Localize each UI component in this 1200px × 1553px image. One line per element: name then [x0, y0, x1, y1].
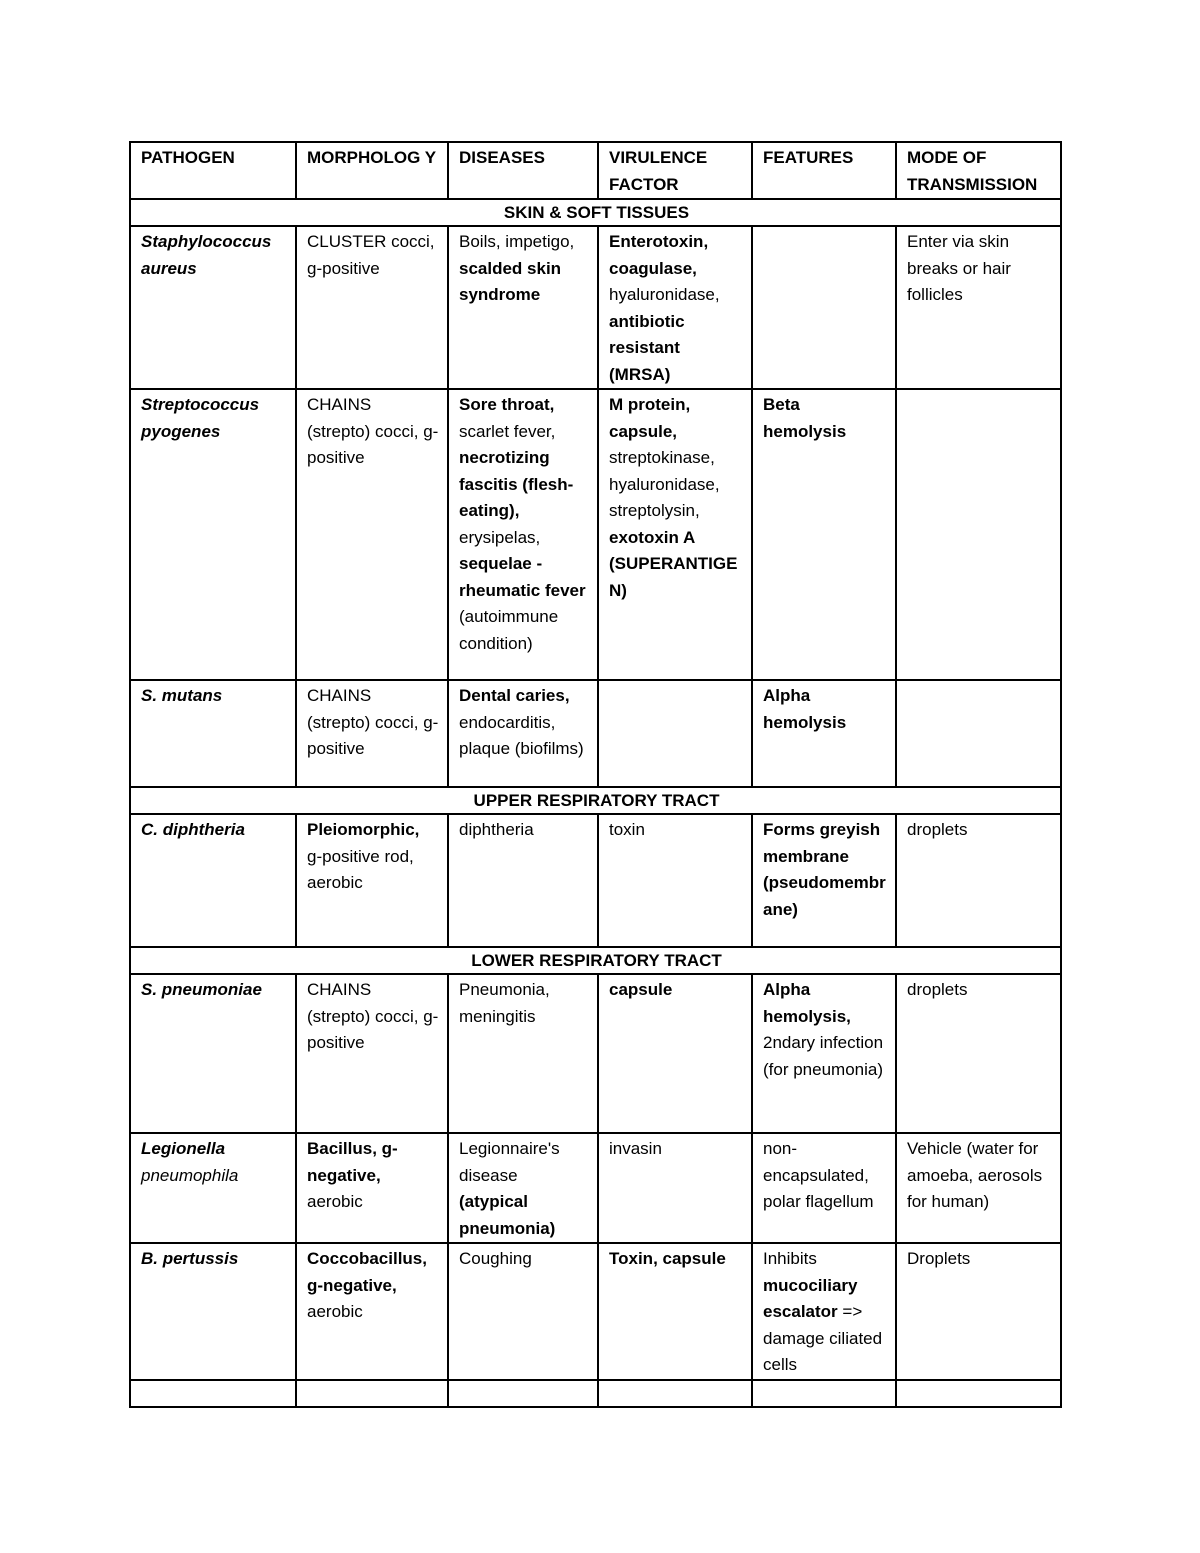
features-cell: non-encapsulated, polar flagellum — [752, 1133, 896, 1243]
section-lower-respiratory-tract: LOWER RESPIRATORY TRACT — [130, 947, 1061, 974]
section-row — [130, 199, 1061, 226]
transmission-cell — [896, 680, 1061, 787]
pathogen-cell: C. diphtheria — [130, 814, 296, 947]
header-row — [130, 142, 1061, 199]
table-row-staphylococcus — [130, 226, 1061, 389]
table-row-b-pertussis — [130, 1243, 1061, 1380]
morphology-bold-text: Coccobacillus, g-negative, — [307, 1249, 427, 1295]
pathogen-table — [129, 141, 1062, 1408]
morphology-cell — [296, 1243, 448, 1380]
features-bold-text: mucociliary escalator — [763, 1275, 858, 1321]
virulence-cell: toxin — [598, 814, 752, 947]
header-morphology: MORPHOLOG Y — [296, 142, 448, 199]
features-cell: Forms greyish membrane (pseudomembrane) — [752, 814, 896, 947]
header-pathogen: PATHOGEN — [130, 142, 296, 199]
diseases-bold-text: (atypical pneumonia) — [459, 1192, 556, 1238]
diseases-cell: Coughing — [448, 1243, 598, 1380]
diseases-cell: Pneumonia, meningitis — [448, 974, 598, 1133]
empty-cell — [896, 1380, 1061, 1407]
section-skin-soft-tissues: SKIN & SOFT TISSUES — [130, 199, 1061, 226]
transmission-cell: Enter via skin breaks or hair follicles — [896, 226, 1061, 389]
pathogen-species: aureus — [141, 258, 197, 278]
diseases-cell — [448, 680, 598, 787]
diseases-bold-text: necrotizing fascitis (flesh-eating), — [459, 448, 574, 520]
diseases-cell: diphtheria — [448, 814, 598, 947]
diseases-text: Boils, impetigo, — [459, 232, 575, 251]
header-mode-of-transmission: MODE OF TRANSMISSION — [896, 142, 1061, 199]
diseases-cell — [448, 1133, 598, 1243]
virulence-text: hyaluronidase, — [609, 285, 720, 304]
section-upper-respiratory-tract: UPPER RESPIRATORY TRACT — [130, 787, 1061, 814]
diseases-bold-text: Dental caries, — [459, 686, 570, 705]
pathogen-cell — [130, 226, 296, 389]
virulence-cell — [598, 226, 752, 389]
features-cell: Beta hemolysis — [752, 389, 896, 680]
diseases-text: endocarditis, plaque (biofilms) — [459, 712, 584, 758]
features-text: Inhibits — [763, 1249, 817, 1268]
transmission-cell — [896, 389, 1061, 680]
table-row-c-diphtheria — [130, 814, 1061, 947]
empty-row — [130, 1380, 1061, 1407]
features-bold-text: Alpha hemolysis, — [763, 980, 851, 1026]
empty-cell — [752, 1380, 896, 1407]
empty-cell — [296, 1380, 448, 1407]
header-diseases: DISEASES — [448, 142, 598, 199]
morphology-text: g-positive rod, aerobic — [307, 846, 414, 892]
header-features: FEATURES — [752, 142, 896, 199]
diseases-text: Legionnaire's disease — [459, 1139, 560, 1185]
morphology-cell — [296, 1133, 448, 1243]
pathogen-genus: Staphylococcus — [141, 232, 272, 251]
virulence-text: streptokinase, hyaluronidase, streptolysin, — [609, 448, 720, 520]
table-row-legionella — [130, 1133, 1061, 1243]
pathogen-genus: Legionella — [141, 1139, 226, 1158]
features-cell — [752, 226, 896, 389]
pathogen-cell: S. mutans — [130, 680, 296, 787]
section-row — [130, 787, 1061, 814]
transmission-cell: Droplets — [896, 1243, 1061, 1380]
pathogen-cell — [130, 389, 296, 680]
morphology-bold-text: Bacillus, g-negative, — [307, 1139, 398, 1185]
virulence-bold-text: Enterotoxin, coagulase, — [609, 232, 709, 278]
pathogen-genus: Streptococcus — [141, 395, 260, 414]
diseases-bold-text: scalded skin syndrome — [459, 258, 562, 304]
table-row-s-mutans — [130, 680, 1061, 787]
diseases-bold-text: sequelae - rheumatic fever — [459, 554, 586, 600]
morphology-cell: CHAINS (strepto) cocci, g-positive — [296, 974, 448, 1133]
diseases-cell — [448, 226, 598, 389]
features-text: 2ndary infection (for pneumonia) — [763, 1033, 884, 1079]
diseases-text: scarlet fever, — [459, 421, 556, 441]
virulence-cell — [598, 389, 752, 680]
section-row — [130, 947, 1061, 974]
morphology-bold-text: Pleiomorphic, — [307, 820, 420, 839]
virulence-cell — [598, 680, 752, 787]
virulence-bold-text: M protein, capsule, — [609, 395, 691, 441]
transmission-cell: droplets — [896, 814, 1061, 947]
empty-cell — [448, 1380, 598, 1407]
pathogen-cell: B. pertussis — [130, 1243, 296, 1380]
features-cell: Alpha hemolysis — [752, 680, 896, 787]
virulence-cell: capsule — [598, 974, 752, 1133]
transmission-cell: Vehicle (water for amoeba, aerosols for human) — [896, 1133, 1061, 1243]
morphology-cell: CLUSTER cocci, g-positive — [296, 226, 448, 389]
diseases-cell — [448, 389, 598, 680]
diseases-text: (autoimmune condition) — [459, 607, 559, 653]
virulence-cell: invasin — [598, 1133, 752, 1243]
morphology-cell: CHAINS (strepto) cocci, g-positive — [296, 389, 448, 680]
table-row-s-pneumoniae — [130, 974, 1061, 1133]
header-virulence-factor: VIRULENCE FACTOR — [598, 142, 752, 199]
transmission-cell: droplets — [896, 974, 1061, 1133]
pathogen-species: pyogenes — [141, 421, 221, 441]
morphology-cell — [296, 814, 448, 947]
morphology-text: aerobic — [307, 1192, 363, 1211]
features-cell — [752, 974, 896, 1133]
morphology-text: aerobic — [307, 1302, 363, 1321]
morphology-cell: CHAINS (strepto) cocci, g-positive — [296, 680, 448, 787]
empty-cell — [598, 1380, 752, 1407]
virulence-bold-text: antibiotic resistant (MRSA) — [609, 311, 685, 384]
features-text: => damage ciliated cells — [763, 1302, 883, 1374]
pathogen-species: pneumophila — [141, 1165, 239, 1185]
pathogen-cell: S. pneumoniae — [130, 974, 296, 1133]
diseases-text: erysipelas, — [459, 527, 541, 547]
empty-cell — [130, 1380, 296, 1407]
virulence-cell: Toxin, capsule — [598, 1243, 752, 1380]
virulence-bold-text: exotoxin A (SUPERANTIGEN) — [609, 527, 738, 600]
diseases-bold-text: Sore throat, — [459, 395, 555, 414]
table-row-streptococcus-pyogenes — [130, 389, 1061, 680]
features-cell — [752, 1243, 896, 1380]
pathogen-cell — [130, 1133, 296, 1243]
